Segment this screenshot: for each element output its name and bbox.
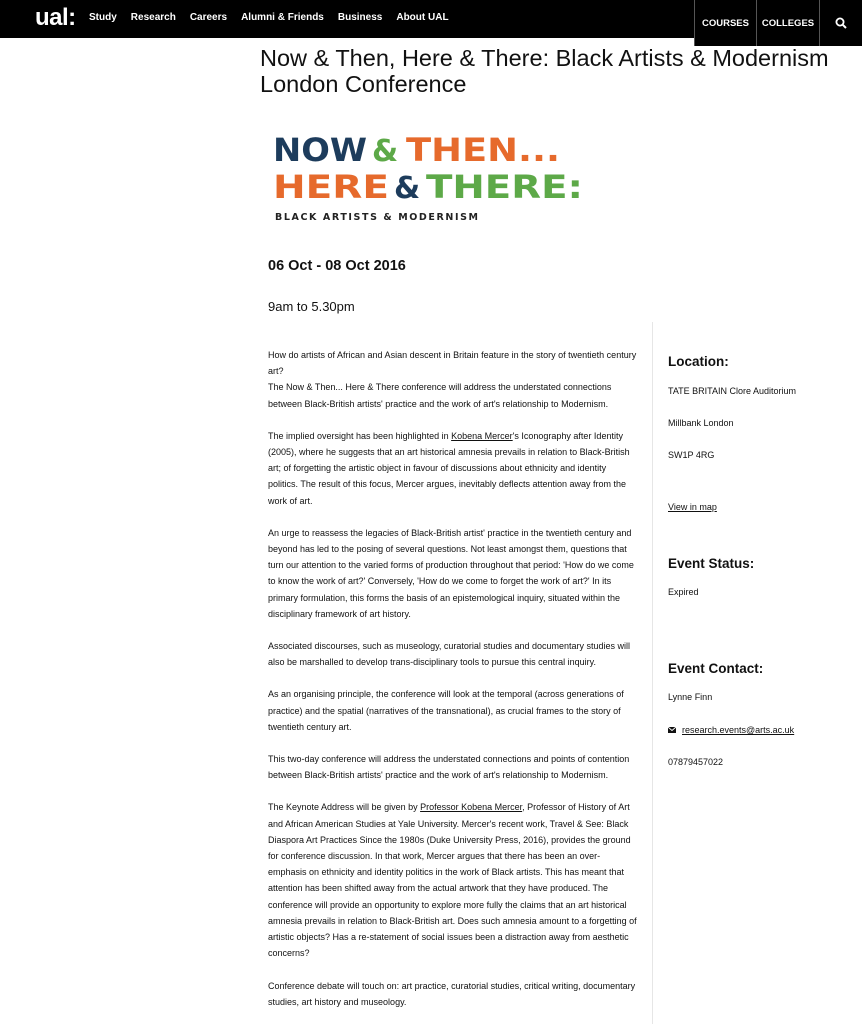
paragraph-discourses: Associated discourses, such as museology, curatorial studies and documentary studies will also be marshalled to develop trans-disciplinary tools to pursue this central inquiry.	[268, 641, 631, 668]
paragraph-oversight	[268, 428, 638, 509]
nav-careers[interactable]: Careers	[189, 12, 228, 23]
contact-name: Lynne Finn	[668, 692, 713, 702]
right-nav	[694, 0, 862, 46]
graphic-now: NOW	[273, 131, 367, 169]
paragraph-principle: As an organising principle, the conference will look at the temporal (across generations of practice) and the spatial (narratives of the transnational), as crucial frames to the story of twentieth century art.	[268, 689, 624, 732]
event-time: 9am to 5.30pm	[268, 299, 355, 314]
paragraph-intro-question: How do artists of African and Asian descent in Britain feature in the story of twentieth century art?	[268, 350, 637, 377]
paragraph-keynote	[268, 799, 638, 961]
event-date: 06 Oct - 08 Oct 2016	[268, 258, 406, 274]
ual-logo[interactable]: ual:	[35, 4, 76, 31]
paragraph-text: The Keynote Address will be given by	[268, 802, 421, 813]
contact-email-link[interactable]: research.events@arts.ac.uk	[682, 725, 795, 735]
nav-study[interactable]: Study	[89, 12, 117, 23]
graphic-subtitle: BLACK ARTISTS & MODERNISM	[275, 212, 480, 223]
location-section	[668, 354, 848, 369]
map-link-wrap	[668, 502, 848, 512]
paragraph-text: The implied oversight has been highlighted in	[268, 430, 452, 441]
event-description	[268, 347, 638, 1026]
envelope-icon	[668, 727, 676, 733]
search-button[interactable]	[819, 0, 862, 46]
professor-kobena-mercer-link[interactable]: Professor Kobena Mercer	[420, 802, 523, 813]
contact-phone: 07879457022	[668, 757, 724, 767]
event-graphic	[270, 128, 600, 228]
graphic-there: THERE:	[426, 168, 583, 206]
nav-about-ual[interactable]: About UAL	[396, 12, 449, 23]
graphic-amp-2: &	[394, 171, 421, 206]
location-street: Millbank London	[668, 418, 734, 428]
nav-alumni-friends[interactable]: Alumni & Friends	[241, 12, 324, 23]
contact-section	[668, 661, 848, 676]
kobena-mercer-link[interactable]: Kobena Mercer	[451, 430, 513, 441]
column-divider	[652, 322, 653, 1024]
event-contact-heading: Event Contact:	[668, 661, 764, 676]
colleges-button[interactable]: COLLEGES	[756, 0, 819, 46]
location-venue: TATE BRITAIN Clore Auditorium	[668, 386, 797, 396]
page-title: Now & Then, Here & There: Black Artists & Modernism London Conference	[260, 45, 829, 97]
contact-email-row	[668, 725, 848, 735]
view-in-map-link[interactable]: View in map	[668, 502, 717, 512]
nav-research[interactable]: Research	[130, 12, 176, 23]
paragraph-debate: Conference debate will touch on: art practice, curatorial studies, critical writing, documentary studies, art history and museology.	[268, 980, 636, 1007]
event-status-value: Expired	[668, 587, 699, 597]
graphic-here: HERE	[273, 168, 389, 206]
search-icon	[835, 17, 847, 29]
status-section	[668, 556, 848, 571]
paragraph-text: 's Iconography after Identity (2005), where he suggests that an art historical amnesia prevails in relation to Black-British art; of forgetting the artistic object in favour of discussions about ethnicity and identity politics. The result of this focus, Mercer argues, inevitably deflects attention away from the work of art.	[268, 430, 630, 506]
paragraph-reassess: An urge to reassess the legacies of Black-British artist' practice in the twentieth century and beyond has led to the posing of several questions. Not least amongst them, questions that turn our attention to the varied forms of production throughout that period: 'How do we come to know the work of art?' Conversely, 'How do we come to forget the work of art?' In its primary formulation, this forms the basis of an epistemological inquiry, situated within the disciplinary framework of art history.	[268, 527, 634, 619]
location-heading: Location:	[668, 354, 729, 369]
courses-button[interactable]: COURSES	[694, 0, 756, 46]
graphic-amp-1: &	[372, 134, 399, 169]
location-postcode: SW1P 4RG	[668, 450, 715, 460]
nav-business[interactable]: Business	[337, 12, 383, 23]
graphic-then: THEN...	[406, 131, 560, 169]
event-status-heading: Event Status:	[668, 556, 755, 571]
paragraph-text: , Professor of History of Art and African American Studies at Yale University. Mercer's recent work, Travel & See: Black Diaspora Art Practices Since the 1980s (Duke University Press, 2016), provides the ground for conference discussion. In that work, Mercer argues that there has been an over-emphasis on ethnicity and identity politics in the work of Black artists. This has meant that attention has been shifted away from the actual artwork that they have produced. The conference will provide an opportunity to explore more fully the claims that an art historical amnesia prevails in relation to Black-British art. Does such amnesia amount to a forgetting of artistic objects? Has a re-statement of social issues been a distraction away from aesthetic concerns?	[268, 802, 637, 959]
paragraph-intro: The Now & Then... Here & There conference will address the understated connections between Black-British artists' practice and the work of art's relationship to Modernism.	[268, 382, 612, 409]
main-nav	[89, 12, 463, 23]
paragraph-two-day: This two-day conference will address the understated connections and points of contention between Black-British artists' practice and the work of art's relationship to Modernism.	[268, 754, 630, 781]
